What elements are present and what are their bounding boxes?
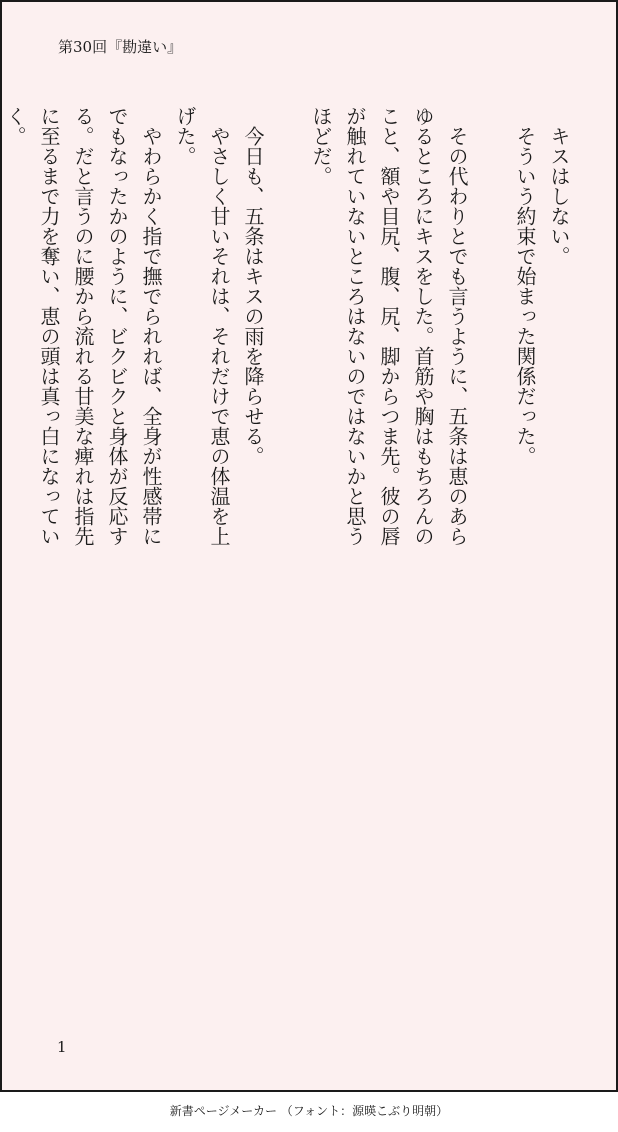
- app-credit: 新書ページメーカー （フォント：源暎こぶり明朝）: [169, 1104, 449, 1118]
- page-number: 1: [57, 1038, 67, 1056]
- novel-body-text: キスはしない。 そういう約束で始まった関係だった。 その代わりとでも言うように、五条は恵のあら ゆるところにキスをした。首筋や胸はもちろんの こと、額や目尻、腹、尻、脚からつま先。彼の唇 が触れていないところはないのではないかと思う ほどだ。 今日も、五条はキスの雨を降らせる。 やさしく甘いそれは、それだけで恵の体温を上 げた。 やわらかく指で撫でられれば、全身が性感帯に でもなったかのように、ビクビクと身体が反応す る。だと言うのに腰から流れる甘美な痺れは指先 に至るまで力を奪い、恵の頭は真っ白になってい く。: [3, 106, 571, 546]
- chapter-title: 第30回『勘違い』: [58, 38, 183, 56]
